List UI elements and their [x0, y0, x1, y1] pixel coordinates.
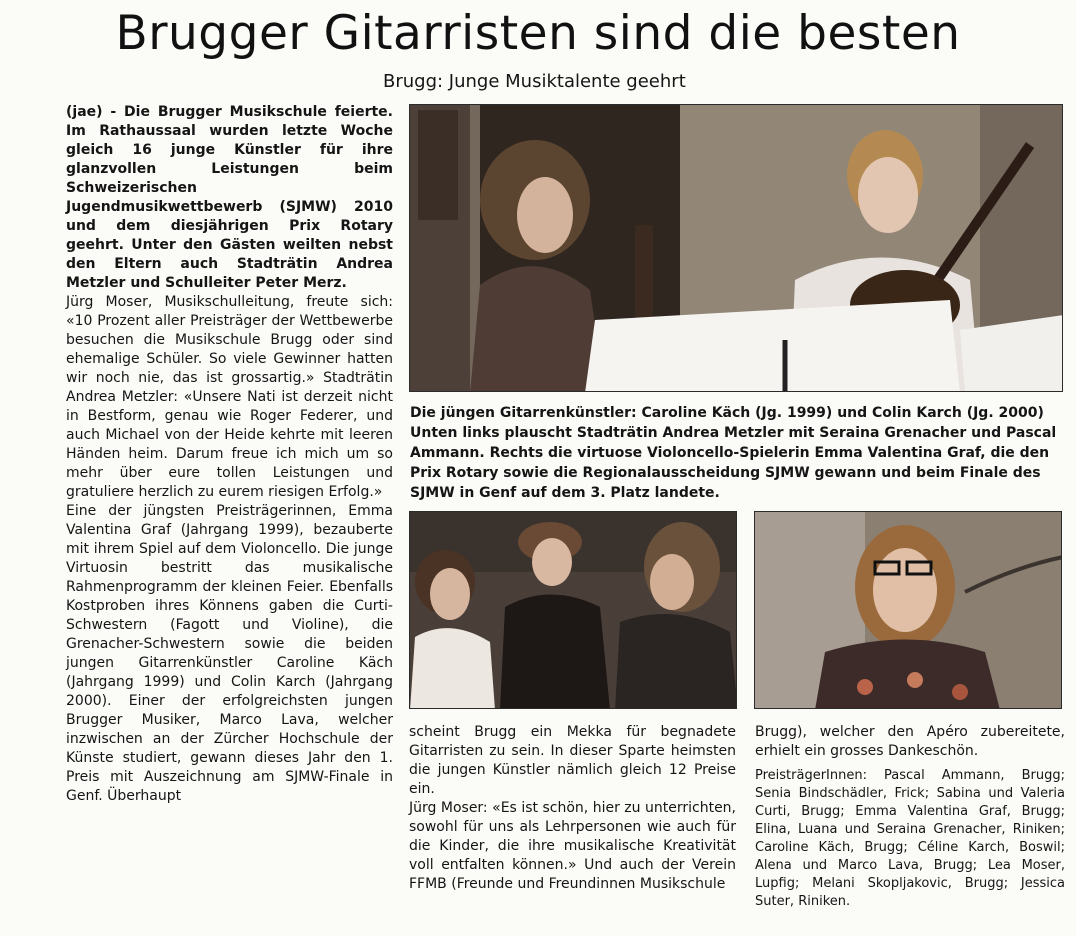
- photo-reception: [409, 511, 737, 709]
- middle-column: [409, 723, 736, 894]
- body-paragraph-2: Eine der jüngsten Preisträgerinnen, Emma Valentina Graf (Jahrgang 1999), bezauberte mit ihrem Spiel auf dem Violoncello. Die junge Virtuosin bestritt das musikalische Rahmenprogramm der kleinen Feier. Ebenfalls Kostproben ihres Könnens gaben die Curti-Schwestern (Fagott und Violine), die Grenacher-Schwestern sowie die beiden jungen Gitarrenkünstler Caroline Käch (Jahrgang 1999) und Colin Karch (Jahrgang 2000). Einer der erfolgreichsten jungen Brugger Musiker, Marco Lava, welcher inzwischen an der Zürcher Hochschule der Künste studiert, gewann dieses Jahr den 1. Preis mit Auszeichnung am SJMW-Finale in Genf. Überhaupt: [66, 503, 393, 804]
- photo-guitarists: [409, 104, 1063, 392]
- body-paragraph-5: Brugg), welcher den Apéro zubereitete, erhielt ein grosses Dankeschön.: [755, 724, 1065, 759]
- right-column: [755, 723, 1065, 911]
- photo-caption: Die jüngen Gitarrenkünstler: Caroline Käch (Jg. 1999) und Colin Karch (Jg. 2000) Unten links plauscht Stadträtin Andrea Metzler mit Seraina Grenacher und Pascal Ammann. Rechts die virtuose Violoncello-Spielerin Emma Valentina Graf, die den Prix Rotary sowie die Regionalausscheidung SJMW gewann und beim Finale des SJMW in Genf auf dem 3. Platz landete.: [410, 405, 1057, 501]
- lead-paragraph: (jae) - Die Brugger Musikschule feierte. Im Rathaussaal wurden letzte Woche gleich 16 junge Künstler für ihre glanzvollen Leistungen beim Schweizerischen Jugendmusikwettbewerb (SJMW) 2010 und dem diesjährigen Prix Rotary geehrt. Unter den Gästen weilten nebst den Eltern auch Stadträtin Andrea Metzler und Schulleiter Peter Merz.: [66, 104, 393, 291]
- headline: Brugger Gitarristen sind die besten: [115, 6, 961, 61]
- prize-winners-list: PreisträgerInnen: Pascal Ammann, Brugg; Senia Bindschädler, Frick; Sabina und Valeria Curti, Brugg; Emma Valentina Graf, Brugg; Elina, Luana und Seraina Grenacher, Riniken; Caroline Käch, Brugg; Céline Karch, Boswil; Alena und Marco Lava, Brugg; Lea Moser, Lupfig; Melani Skopljakovic, Brugg; Jessica Suter, Riniken.: [755, 768, 1065, 909]
- photo-cellist: [754, 511, 1062, 709]
- left-column: [66, 103, 393, 806]
- body-paragraph-1: Jürg Moser, Musikschulleitung, freute sich: «10 Prozent aller Preisträger der Wettbewerbe besuchen die Musikschule Brugg oder sind ehemalige Schüler. So viele Gewinner hatten wir noch nie, das ist grossartig.» Stadträtin Andrea Metzler: «Unsere Nati ist derzeit nicht in Bestform, genau wie Roger Federer, und auch Michael von der Heide kehrte mit leeren Händen heim. Darum freue ich mich um so mehr über eure tollen Leistungen und gratuliere herzlich zu eurem riesigen Erfolg.»: [66, 294, 393, 500]
- body-paragraph-3: scheint Brugg ein Mekka für begnadete Gitarristen zu sein. In dieser Sparte heimsten die jungen Künstler nämlich gleich 12 Preise ein.: [409, 724, 736, 797]
- subheadline: Brugg: Junge Musiktalente geehrt: [383, 71, 686, 92]
- body-paragraph-4: Jürg Moser: «Es ist schön, hier zu unterrichten, sowohl für uns als Lehrpersonen wie auch für die Kinder, die ihre musikalische Kreativität voll entfalten können.» Und auch der Verein FFMB (Freunde und Freundinnen Musikschule: [409, 800, 736, 892]
